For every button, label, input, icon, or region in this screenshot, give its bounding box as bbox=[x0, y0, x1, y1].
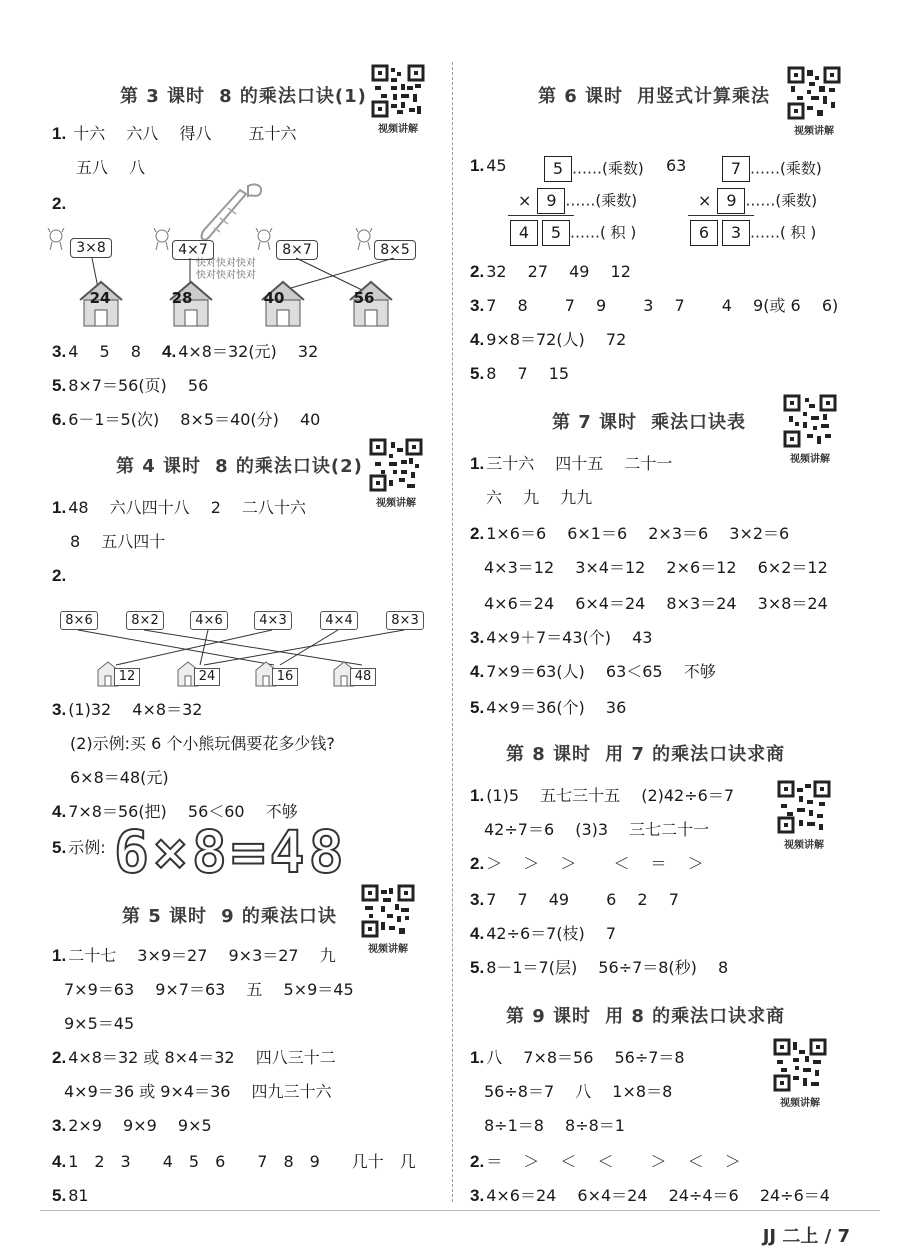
l9-q1-line1: 1. 八 7×8＝56 56÷7＝8 bbox=[470, 1048, 685, 1067]
l5-q2-line1: 2. 4×8＝32 或 8×4＝32 四八三十二 bbox=[52, 1048, 336, 1067]
l3-card-4: 8×5 bbox=[374, 240, 416, 260]
l4-top-card-3: 4×6 bbox=[190, 611, 228, 630]
l6-calc-b-prod-1: 6 bbox=[690, 220, 718, 246]
l6-q5-answer: 8 7 15 bbox=[486, 364, 570, 383]
l6-calc-b-row1 bbox=[722, 156, 822, 182]
l6-calc-a-mid: 9 bbox=[537, 188, 565, 214]
lesson-9-title bbox=[506, 1002, 799, 1028]
l8-q1-answer-b: 42÷7＝6 (3)3 三七二十一 bbox=[484, 820, 710, 839]
l3-q4-answer: 4×8＝32(元) 32 bbox=[178, 342, 319, 361]
l5-q4-line: 4. 1 2 3 4 5 6 7 8 9 几十 几 bbox=[52, 1152, 416, 1171]
lesson-8-topic: 用 7 的乘法口诀求商 bbox=[605, 744, 786, 765]
qr-code-lesson-7[interactable] bbox=[782, 394, 838, 465]
l8-q1-line1: 1. (1)5 五七三十五 (2)42÷6＝7 bbox=[470, 786, 734, 805]
qr-caption: 视频讲解 bbox=[376, 498, 416, 509]
l5-q5-line: 5. 81 bbox=[52, 1186, 89, 1205]
bottom-rule bbox=[40, 1210, 880, 1211]
l6-calc-a-row3 bbox=[510, 220, 636, 246]
l6-calc-a-top: 5 bbox=[544, 156, 572, 182]
l7-q5-answer: 4×9＝36(个) 36 bbox=[486, 698, 627, 717]
l3-q1-answer-a: 十六 六八 得八 五十六 bbox=[73, 124, 297, 143]
l4-top-card-2: 8×2 bbox=[126, 611, 164, 630]
lesson-7-header bbox=[552, 408, 760, 434]
l3-q2-number: 2. bbox=[52, 194, 67, 213]
l6-q5-line: 5. 8 7 15 bbox=[470, 364, 570, 383]
l7-q2-line2 bbox=[484, 558, 828, 578]
l4-q4-line: 4. 7×8＝56(把) 56＜60 不够 bbox=[52, 802, 298, 821]
l9-q3-line: 3. 4×6＝24 6×4＝24 24÷4＝6 24÷6＝4 bbox=[470, 1186, 830, 1205]
qr-caption: 视频讲解 bbox=[784, 840, 824, 851]
l9-q1-answer-b: 56÷8＝7 八 1×8＝8 bbox=[484, 1082, 673, 1101]
lesson-7-number: 第 7 课时 bbox=[552, 412, 638, 433]
l5-q1-answer-a: 二十七 3×9＝27 9×3＝27 九 bbox=[68, 946, 336, 965]
lesson-9-topic: 用 8 的乘法口诀求商 bbox=[605, 1006, 786, 1027]
l9-q1-line3 bbox=[484, 1116, 625, 1136]
l3-q1-line1: 1. 十六 六八 得八 五十六 bbox=[52, 124, 297, 143]
l7-q2-answer-c: 4×6＝24 6×4＝24 8×3＝24 3×8＝24 bbox=[484, 594, 828, 613]
l6-calc-a-times: × bbox=[518, 190, 532, 210]
l7-q4-line: 4. 7×9＝63(人) 63＜65 不够 bbox=[470, 662, 716, 681]
l7-q4-answer: 7×9＝63(人) 63＜65 不够 bbox=[486, 662, 716, 681]
l5-q5-answer: 81 bbox=[68, 1186, 89, 1205]
qr-caption: 视频讲解 bbox=[378, 124, 418, 135]
l7-q1-answer-a: 三十六 四十五 二十一 bbox=[486, 454, 673, 473]
l3-house-3-value: 40 bbox=[263, 289, 285, 307]
l6-calc-b-prod-2: 3 bbox=[722, 220, 750, 246]
l3-card-2: 4×7 bbox=[172, 240, 214, 260]
l8-q1-line2 bbox=[484, 820, 709, 840]
l3-q5-answer: 8×7＝56(页) 56 bbox=[68, 376, 209, 395]
l6-q1-left-value: 45 bbox=[486, 156, 507, 175]
l3-q3-answer: 4 5 8 bbox=[68, 342, 141, 361]
lesson-4-number: 第 4 课时 bbox=[116, 456, 202, 477]
lesson-8-number: 第 8 课时 bbox=[506, 744, 592, 765]
l6-calc-a-prod-2: 5 bbox=[542, 220, 570, 246]
lesson-8-title bbox=[506, 740, 799, 766]
l6-q3-line: 3. 7 8 7 9 3 7 4 9(或 6 6) bbox=[470, 296, 839, 315]
l4-top-card-1: 8×6 bbox=[60, 611, 98, 630]
l4-q3-answer-b: (2)示例:买 6 个小熊玩偶要花多少钱? bbox=[70, 734, 335, 753]
l6-calc-a-label2: ……(乘数) bbox=[565, 191, 638, 210]
l6-calc-a-prod-1: 4 bbox=[510, 220, 538, 246]
l6-calc-a-label3: ……( 积 ) bbox=[570, 223, 637, 242]
l7-q1-line1: 1. 三十六 四十五 二十一 bbox=[470, 454, 673, 473]
l5-q2-answer-b: 4×9＝36 或 9×4＝36 四九三十六 bbox=[64, 1082, 332, 1101]
l9-q3-answer: 4×6＝24 6×4＝24 24÷4＝6 24÷6＝4 bbox=[486, 1186, 830, 1205]
l5-q3-answer: 2×9 9×9 9×5 bbox=[68, 1116, 212, 1135]
l8-q1-answer-a: (1)5 五七三十五 (2)42÷6＝7 bbox=[486, 786, 734, 805]
l6-calc-b-row2 bbox=[698, 188, 817, 214]
l6-calc-b-label3: ……( 积 ) bbox=[750, 223, 817, 242]
l5-q1-line1: 1. 二十七 3×9＝27 9×3＝27 九 bbox=[52, 946, 336, 965]
qr-icon bbox=[787, 66, 841, 120]
l6-q2-line: 2. 32 27 49 12 bbox=[470, 262, 631, 281]
l6-q2-answer: 32 27 49 12 bbox=[486, 262, 631, 281]
l5-q1-line2 bbox=[64, 980, 354, 1000]
lesson-6-header bbox=[538, 82, 784, 108]
l4-q1-answer-a: 48 六八四十八 2 二八十六 bbox=[68, 498, 306, 517]
l7-q5-line: 5. 4×9＝36(个) 36 bbox=[470, 698, 627, 717]
l3-q1-answer-b: 五八 八 bbox=[76, 158, 146, 177]
l4-q5-label: 示例: bbox=[68, 838, 106, 857]
l4-bottom-card-3: 16 bbox=[272, 668, 298, 686]
lesson-5-topic: 9 的乘法口诀 bbox=[221, 906, 337, 927]
l6-calc-a-row1 bbox=[544, 156, 644, 182]
l9-q1-answer-c: 8÷1＝8 8÷8＝1 bbox=[484, 1116, 625, 1135]
qr-icon bbox=[783, 394, 837, 448]
l8-q3-line: 3. 7 7 49 6 2 7 bbox=[470, 890, 679, 909]
lesson-8-header bbox=[506, 740, 799, 766]
l5-q3-line: 3. 2×9 9×9 9×5 bbox=[52, 1116, 212, 1135]
l4-top-card-6: 8×3 bbox=[386, 611, 424, 630]
lesson-6-topic: 用竖式计算乘法 bbox=[637, 86, 771, 107]
lesson-7-topic: 乘法口诀表 bbox=[651, 412, 747, 433]
l7-q2-line1: 2. 1×6＝6 6×1＝6 2×3＝6 3×2＝6 bbox=[470, 524, 790, 543]
page-footer: JJ 二上 / 7 bbox=[762, 1226, 850, 1247]
l6-calc-b-row3 bbox=[690, 220, 816, 246]
l4-bottom-card-1: 12 bbox=[114, 668, 140, 686]
qr-icon bbox=[777, 780, 831, 834]
l4-q4-answer: 7×8＝56(把) 56＜60 不够 bbox=[68, 802, 298, 821]
l6-calc-b-label2: ……(乘数) bbox=[745, 191, 818, 210]
l6-calc-b-top: 7 bbox=[722, 156, 750, 182]
l4-q5-line: 5. 示例: bbox=[52, 838, 106, 857]
l8-q3-answer: 7 7 49 6 2 7 bbox=[486, 890, 679, 909]
lesson-5-number: 第 5 课时 bbox=[122, 906, 208, 927]
lesson-5-title bbox=[122, 902, 351, 928]
lesson-6-title bbox=[538, 82, 784, 108]
l7-q3-answer: 4×9＋7＝43(个) 43 bbox=[486, 628, 653, 647]
l5-q2-answer-a: 4×8＝32 或 8×4＝32 四八三十二 bbox=[68, 1048, 336, 1067]
l5-q2-line2 bbox=[64, 1082, 332, 1102]
l6-calc-a-label1: ……(乘数) bbox=[572, 159, 644, 178]
l6-q1-right bbox=[666, 156, 686, 176]
lesson-9-number: 第 9 课时 bbox=[506, 1006, 592, 1027]
l4-top-card-5: 4×4 bbox=[320, 611, 358, 630]
l3-q6-line: 6. 6－1＝5(次) 8×5＝40(分) 40 bbox=[52, 410, 321, 429]
lesson-7-title bbox=[552, 408, 760, 434]
l3-q5-line: 5. 8×7＝56(页) 56 bbox=[52, 376, 209, 395]
l3-watermark-note: 快对快对快对 快对快对快对 bbox=[196, 258, 256, 281]
l5-q1-answer-b: 7×9＝63 9×7＝63 五 5×9＝45 bbox=[64, 980, 354, 999]
l6-q4-answer: 9×8＝72(人) 72 bbox=[486, 330, 627, 349]
l5-q1-answer-c: 9×5＝45 bbox=[64, 1014, 135, 1033]
l6-q1-right-value: 63 bbox=[666, 156, 687, 175]
qr-caption: 视频讲解 bbox=[794, 126, 834, 137]
l4-top-card-4: 4×3 bbox=[254, 611, 292, 630]
lesson-3-number: 第 3 课时 bbox=[120, 86, 206, 107]
l4-q2-number: 2. bbox=[52, 566, 67, 585]
l4-q3-answer-c: 6×8＝48(元) bbox=[70, 768, 169, 787]
qr-code-lesson-8[interactable] bbox=[776, 780, 832, 851]
qr-code-lesson-5[interactable] bbox=[360, 884, 416, 955]
l7-q3-line: 3. 4×9＋7＝43(个) 43 bbox=[470, 628, 653, 647]
l3-house-2-value: 28 bbox=[171, 289, 193, 307]
l6-calc-a-row2 bbox=[518, 188, 637, 214]
matchstick-equation: 6×8=48 bbox=[114, 818, 348, 886]
l6-calc-b-times: × bbox=[698, 190, 712, 210]
l4-q3-answer-a: (1)32 4×8＝32 bbox=[68, 700, 203, 719]
l8-q5-line: 5. 8－1＝7(层) 56÷7＝8(秒) 8 bbox=[470, 958, 729, 977]
l6-calc-b-rule bbox=[688, 215, 754, 216]
l6-q4-line: 4. 9×8＝72(人) 72 bbox=[470, 330, 627, 349]
qr-caption: 视频讲解 bbox=[790, 454, 830, 465]
l8-q4-line: 4. 42÷6＝7(枝) 7 bbox=[470, 924, 617, 943]
l5-q4-answer: 1 2 3 4 5 6 7 8 9 几十 几 bbox=[68, 1152, 416, 1171]
l3-house-4-value: 56 bbox=[353, 289, 375, 307]
l9-q2-answer: ＝ ＞ ＜ ＜ ＞ ＜ ＞ bbox=[486, 1152, 741, 1171]
qr-code-lesson-6[interactable] bbox=[786, 66, 842, 137]
qr-icon bbox=[361, 884, 415, 938]
l6-q3-answer: 7 8 7 9 3 7 4 9(或 6 6) bbox=[486, 296, 839, 315]
l3-q3-q4-line: 3. 4 5 8 4. 4×8＝32(元) 32 bbox=[52, 342, 319, 361]
qr-caption: 视频讲解 bbox=[368, 944, 408, 955]
l8-q2-line: 2. ＞ ＞ ＞ ＜ ＝ ＞ bbox=[470, 854, 704, 873]
l9-q2-line: 2. ＝ ＞ ＜ ＜ ＞ ＜ ＞ bbox=[470, 1152, 741, 1171]
lesson-4-topic: 8 的乘法口诀(2) bbox=[215, 456, 363, 477]
l6-calc-a-rule bbox=[508, 215, 574, 216]
qr-caption: 视频讲解 bbox=[780, 1098, 820, 1109]
lesson-5-header bbox=[122, 902, 351, 928]
l7-q1-line2 bbox=[486, 488, 592, 508]
l7-q1-answer-b: 六 九 九九 bbox=[486, 488, 593, 507]
l3-q6-answer: 6－1＝5(次) 8×5＝40(分) 40 bbox=[68, 410, 321, 429]
lesson-3-topic: 8 的乘法口诀(1) bbox=[219, 86, 367, 107]
qr-code-lesson-9[interactable] bbox=[772, 1038, 828, 1109]
lesson-9-header bbox=[506, 1002, 799, 1028]
l6-calc-b-mid: 9 bbox=[717, 188, 745, 214]
l7-q2-answer-a: 1×6＝6 6×1＝6 2×3＝6 3×2＝6 bbox=[486, 524, 790, 543]
l7-q2-answer-b: 4×3＝12 3×4＝12 2×6＝12 6×2＝12 bbox=[484, 558, 828, 577]
l9-q1-answer-a: 八 7×8＝56 56÷7＝8 bbox=[486, 1048, 685, 1067]
l4-bottom-card-4: 48 bbox=[350, 668, 376, 686]
l4-bottom-card-2: 24 bbox=[194, 668, 220, 686]
l3-card-3: 8×7 bbox=[276, 240, 318, 260]
l7-q2-line3 bbox=[484, 594, 828, 614]
column-divider bbox=[452, 62, 453, 1202]
qr-icon bbox=[773, 1038, 827, 1092]
l8-q5-answer: 8－1＝7(层) 56÷7＝8(秒) 8 bbox=[486, 958, 729, 977]
lesson-6-number: 第 6 课时 bbox=[538, 86, 624, 107]
l5-q1-line3 bbox=[64, 1014, 134, 1034]
l8-q4-answer: 42÷6＝7(枝) 7 bbox=[486, 924, 617, 943]
l4-q1-answer-b: 8 五八四十 bbox=[70, 532, 166, 551]
l4-q3-line1: 3. (1)32 4×8＝32 bbox=[52, 700, 203, 719]
l6-calc-b-label1: ……(乘数) bbox=[750, 159, 822, 178]
l3-house-1-value: 24 bbox=[89, 289, 111, 307]
l4-q3-line3 bbox=[70, 768, 169, 788]
l9-q1-line2 bbox=[484, 1082, 672, 1102]
l4-q3-line2 bbox=[70, 734, 335, 754]
l3-card-1: 3×8 bbox=[70, 238, 112, 258]
l8-q2-answer: ＞ ＞ ＞ ＜ ＝ ＞ bbox=[486, 854, 704, 873]
l4-matching-lines bbox=[0, 0, 450, 700]
l6-q1-left: 1. 45 bbox=[470, 156, 507, 175]
l4-q1-line1: 1. 48 六八四十八 2 二八十六 bbox=[52, 498, 306, 517]
